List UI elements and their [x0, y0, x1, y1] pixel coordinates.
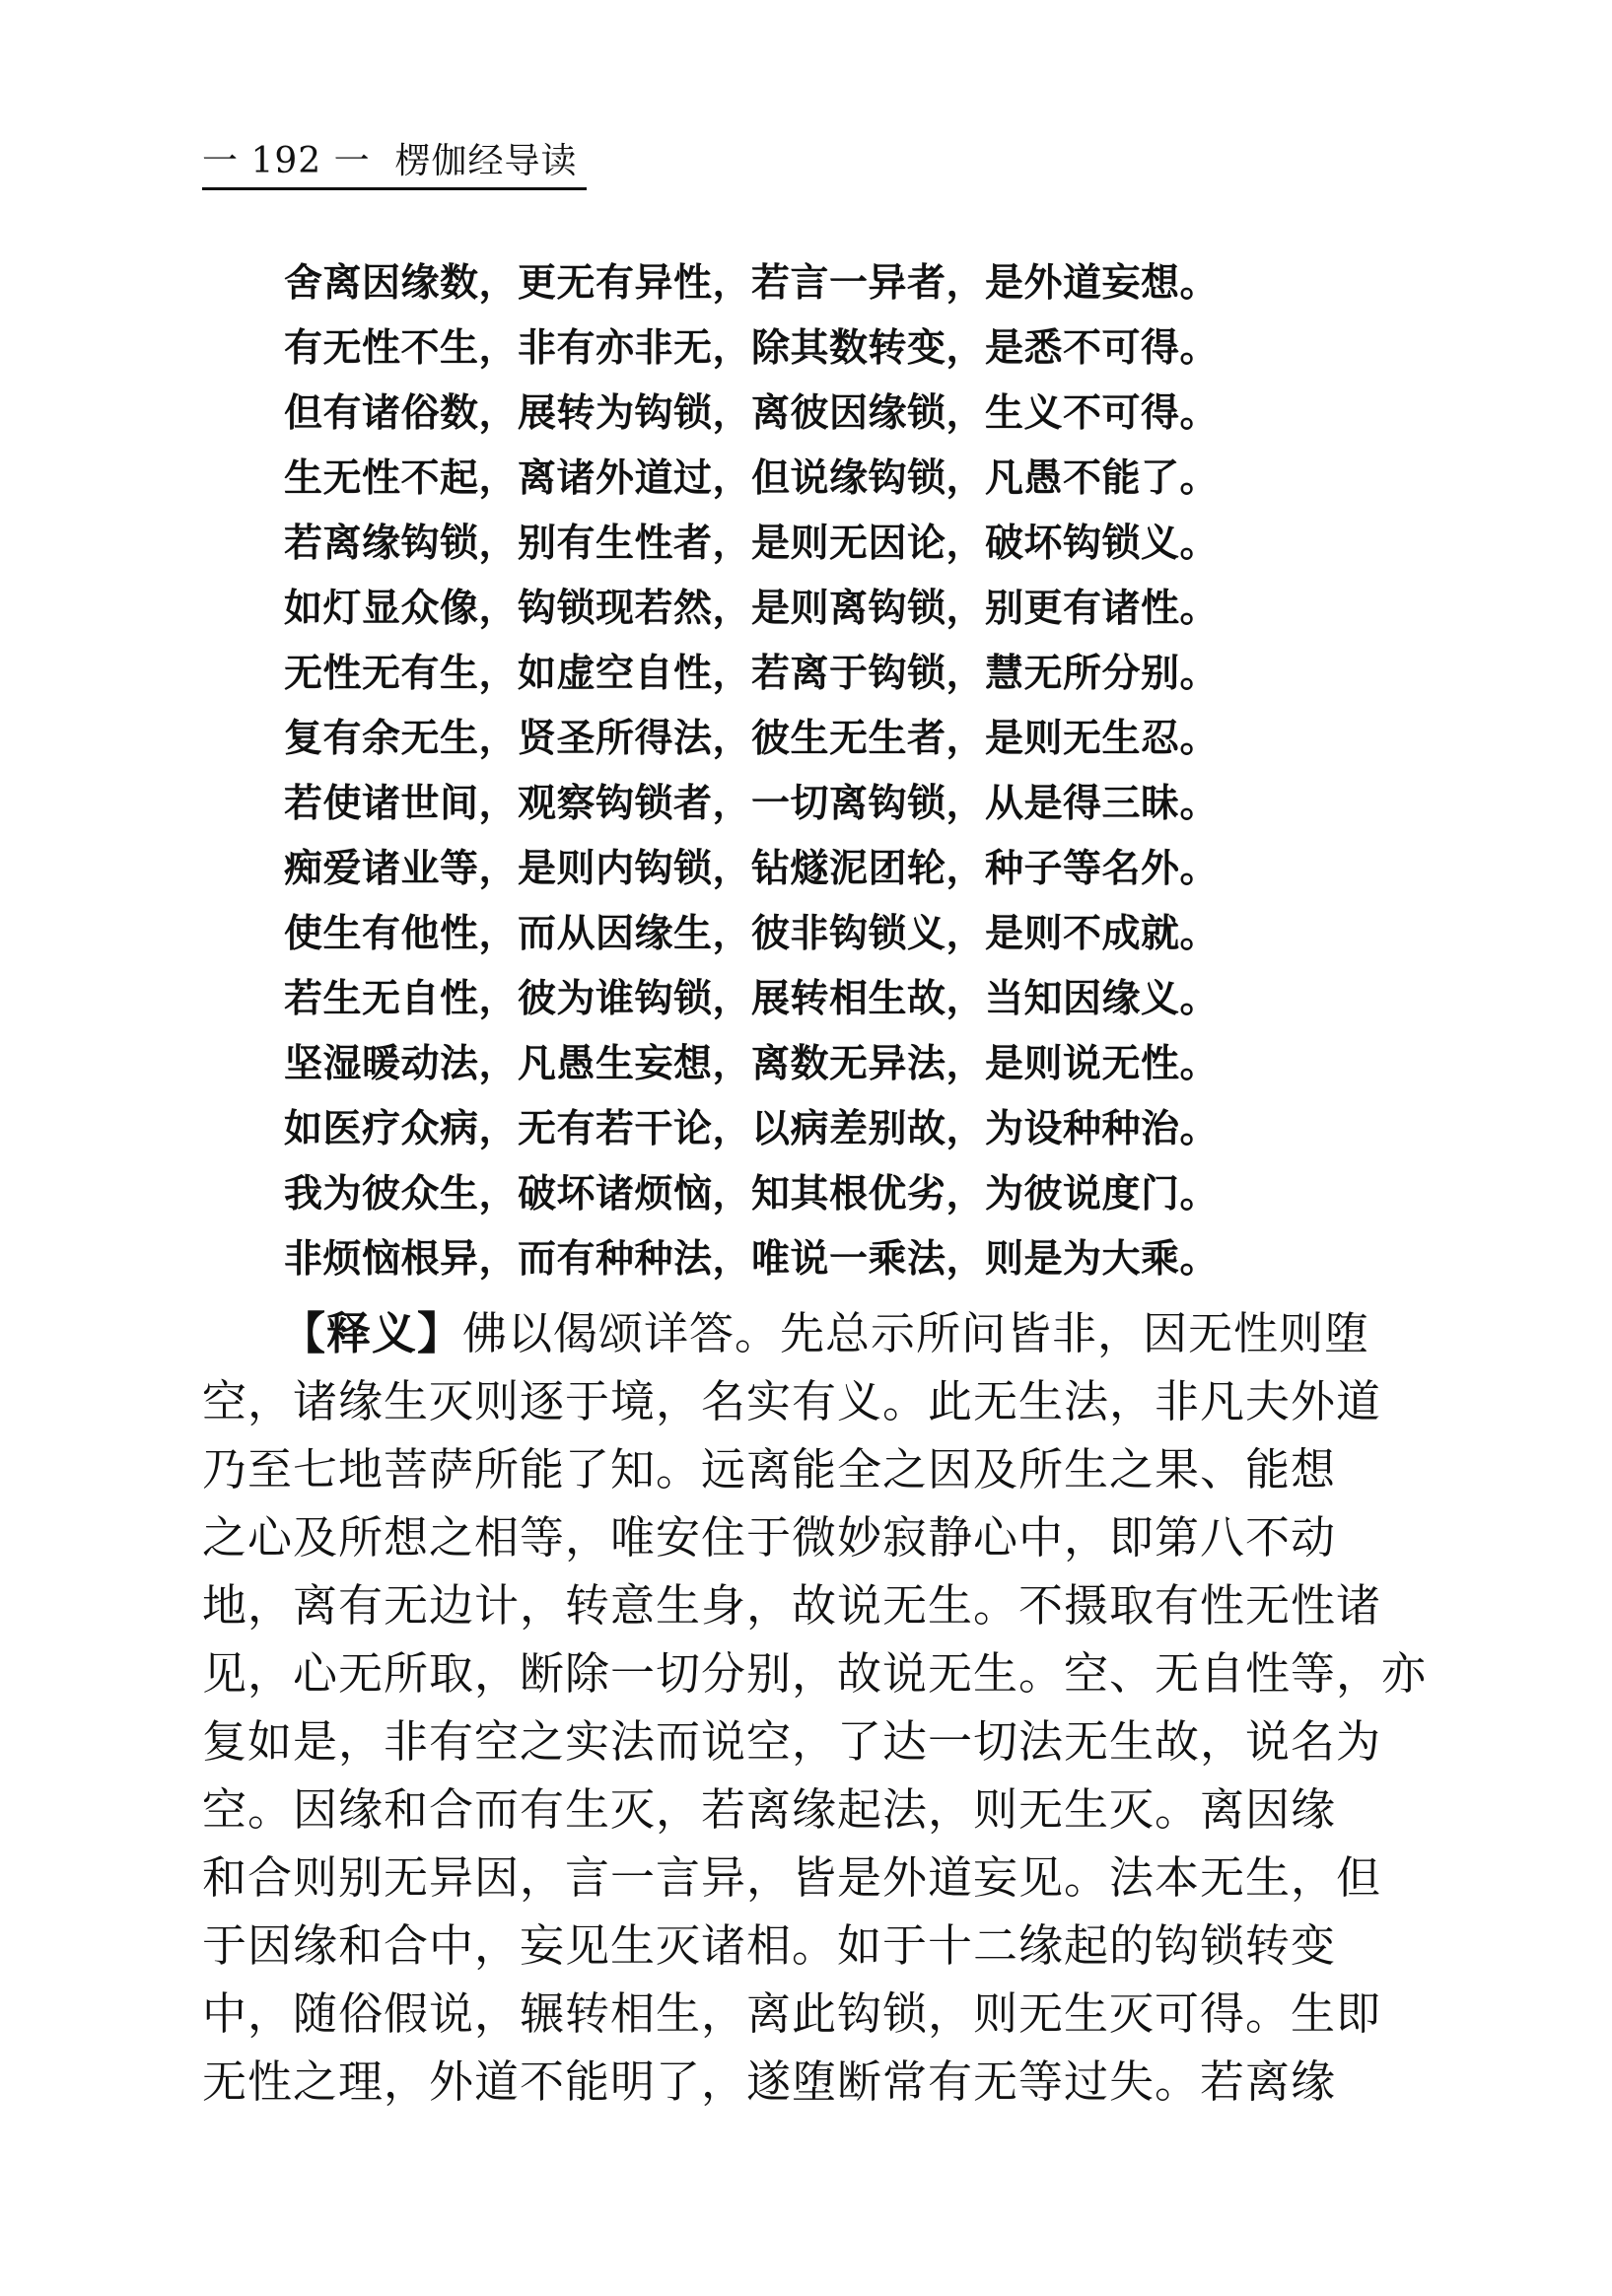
running-header: [202, 140, 1435, 193]
commentary-line: 复如是，非有空之实法而说空，了达一切法无生故，说名为: [202, 1715, 1382, 1768]
commentary-line: 见，心无所取，断除一切分别，故说无生。空、无自性等，亦: [202, 1647, 1428, 1700]
commentary-text: 佛以偈颂详答。先总示所问皆非，因无性则堕: [462, 1307, 1370, 1359]
verse-line: 痴爱诸业等，是则内钩锁，钻燧泥团轮，种子等名外。: [284, 847, 1220, 891]
verse-line: 无性无有生，如虚空自性，若离于钩锁，慧无所分别。: [284, 652, 1220, 696]
commentary-line: 之心及所想之相等，唯安住于微妙寂静心中，即第八不动: [202, 1511, 1337, 1564]
verse-line: 有无性不生，非有亦非无，除其数转变，是悉不可得。: [284, 326, 1220, 371]
commentary-label: 【释义】: [281, 1307, 463, 1359]
verse-line: 生无性不起，离诸外道过，但说缘钩锁，凡愚不能了。: [284, 456, 1220, 501]
verse-line: 若使诸世间，观察钩锁者，一切离钩锁，从是得三昧。: [284, 782, 1220, 826]
verse-line: 舍离因缘数，更无有异性，若言一异者，是外道妄想。: [284, 261, 1220, 306]
commentary-section: [202, 1299, 1428, 2116]
verse-block: [284, 251, 1388, 1292]
commentary-line: 中，随俗假说，辗转相生，离此钩锁，则无生灭可得。生即: [202, 1987, 1382, 2040]
verse-line: 如医疗众病，无有若干论，以病差别故，为设种种治。: [284, 1107, 1220, 1151]
commentary-first-line: [202, 1299, 1420, 1367]
verse-line: 使生有他性，而从因缘生，彼非钩锁义，是则不成就。: [284, 912, 1220, 956]
header-underline: [202, 187, 587, 190]
commentary-line: 空。因缘和合而有生灭，若离缘起法，则无生灭。离因缘: [202, 1783, 1337, 1836]
verse-line: 坚湿暖动法，凡愚生妄想，离数无异法，是则说无性。: [284, 1042, 1220, 1086]
verse-line: 若离缘钩锁，别有生性者，是则无因论，破坏钩锁义。: [284, 522, 1220, 566]
verse-line: 非烦恼根异，而有种种法，唯说一乘法，则是为大乘。: [284, 1237, 1220, 1282]
verse-line: 复有余无生，贤圣所得法，彼生无生者，是则无生忍。: [284, 717, 1220, 761]
header-text: 一 192 一 楞伽经导读: [202, 141, 578, 181]
commentary-line: 地，离有无边计，转意生身，故说无生。不摄取有性无性诸: [202, 1579, 1382, 1632]
commentary-line: 于因缘和合中，妄见生灭诸相。如于十二缘起的钩锁转变: [202, 1919, 1337, 1972]
commentary-line: 乃至七地菩萨所能了知。远离能全之因及所生之果、能想: [202, 1443, 1337, 1496]
verse-line: 若生无自性，彼为谁钩锁，展转相生故，当知因缘义。: [284, 977, 1220, 1021]
commentary-line: 无性之理，外道不能明了，遂堕断常有无等过失。若离缘: [202, 2055, 1337, 2108]
verse-line: 我为彼众生，破坏诸烦恼，知其根优劣，为彼说度门。: [284, 1172, 1220, 1217]
verse-line: 但有诸俗数，展转为钩锁，离彼因缘锁，生义不可得。: [284, 391, 1220, 436]
verse-line: 如灯显众像，钩锁现若然，是则离钩锁，别更有诸性。: [284, 587, 1220, 631]
commentary-line: 空，诸缘生灭则逐于境，名实有义。此无生法，非凡夫外道: [202, 1375, 1382, 1427]
commentary-line: 和合则别无异因，言一言异，皆是外道妄见。法本无生，但: [202, 1851, 1382, 1904]
